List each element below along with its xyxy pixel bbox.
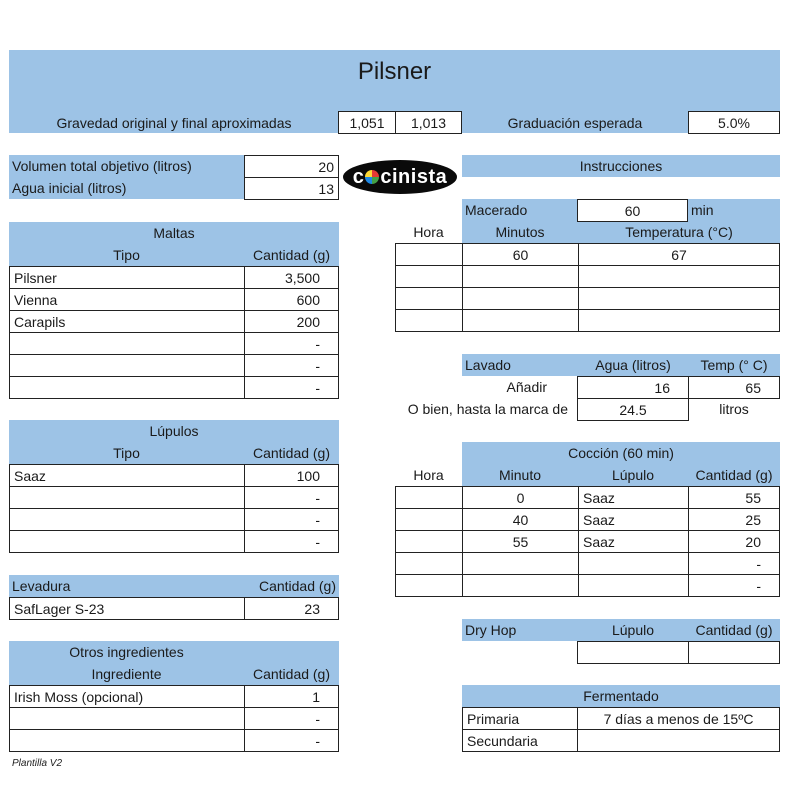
mash-row-temp[interactable]: 67 <box>578 243 780 266</box>
malts-row-type[interactable] <box>9 332 245 355</box>
initial-water-label: Agua inicial (litros) <box>12 180 127 196</box>
recipe-title: Pilsner <box>357 58 432 85</box>
dryhop-label: Dry Hop <box>465 622 517 638</box>
sparge-col-water: Agua (litros) <box>595 357 671 373</box>
cocinista-logo <box>343 160 457 194</box>
boil-row-min[interactable]: 55 <box>462 530 579 553</box>
abv-label: Graduación esperada <box>507 114 643 131</box>
yeast-row-qty[interactable]: 23 <box>244 597 339 620</box>
hops-row-type[interactable] <box>9 508 245 531</box>
hops-row-type[interactable]: Saaz <box>9 464 245 487</box>
dryhop-qty-field[interactable] <box>688 641 780 664</box>
mash-unit: min <box>691 202 714 218</box>
mash-row-min[interactable]: 60 <box>462 243 579 266</box>
sparge-label: Lavado <box>465 357 511 373</box>
malts-row-qty[interactable]: 3,500 <box>244 266 339 289</box>
gravity-label: Gravedad original y final aproximadas <box>56 114 292 131</box>
others-col-type: Ingrediente <box>91 666 162 682</box>
boil-row-qty[interactable]: 20 <box>688 530 780 553</box>
mash-row-min[interactable] <box>462 309 579 332</box>
malts-col-qty: Cantidad (g) <box>252 247 331 263</box>
yeast-col-type: Levadura <box>12 578 71 594</box>
total-volume-label: Volumen total objetivo (litros) <box>12 158 192 174</box>
others-row-qty[interactable]: - <box>244 729 339 752</box>
total-volume-field[interactable]: 20 <box>244 155 339 178</box>
malts-row-qty[interactable]: 200 <box>244 310 339 333</box>
mash-minutes-field[interactable]: 60 <box>577 199 688 222</box>
yeast-row-type[interactable]: SafLager S-23 <box>9 597 245 620</box>
abv-field[interactable]: 5.0% <box>688 111 780 134</box>
malts-title: Maltas <box>153 225 195 241</box>
hops-row-qty[interactable]: - <box>244 486 339 509</box>
boil-col-qty: Cantidad (g) <box>695 467 773 483</box>
mash-row-temp[interactable] <box>578 265 780 288</box>
malts-row-type[interactable]: Carapils <box>9 310 245 333</box>
malts-row-qty[interactable]: - <box>244 354 339 377</box>
logo-text-start: c <box>352 165 365 188</box>
boil-row-hora[interactable] <box>395 552 463 575</box>
initial-water-field[interactable]: 13 <box>244 177 339 200</box>
mash-row-temp[interactable] <box>578 287 780 310</box>
malts-col-type: Tipo <box>113 247 140 263</box>
boil-row-min[interactable]: 0 <box>462 486 579 509</box>
dryhop-col-hop: Lúpulo <box>611 622 655 638</box>
hops-row-type[interactable] <box>9 486 245 509</box>
boil-col-hora: Hora <box>413 467 444 483</box>
logo-text-end: cinista <box>380 165 448 188</box>
ferment-primary-label: Primaria <box>462 707 578 730</box>
others-row-type[interactable] <box>9 729 245 752</box>
hops-row-type[interactable] <box>9 530 245 553</box>
boil-row-qty[interactable]: 55 <box>688 486 780 509</box>
mash-col-min: Minutos <box>495 224 545 240</box>
sparge-mark-unit: litros <box>719 401 749 417</box>
hops-row-qty[interactable]: 100 <box>244 464 339 487</box>
others-row-type[interactable]: Irish Moss (opcional) <box>9 685 245 708</box>
sparge-mark-label: O bien, hasta la marca de <box>407 401 568 417</box>
mash-col-temp: Temperatura (°C) <box>625 224 733 240</box>
boil-row-hop[interactable]: Saaz <box>578 530 689 553</box>
ferment-secondary-label: Secundaria <box>462 729 578 752</box>
boil-row-hop[interactable] <box>578 574 689 597</box>
boil-row-min[interactable] <box>462 574 579 597</box>
boil-row-hop[interactable]: Saaz <box>578 508 689 531</box>
boil-row-qty[interactable]: - <box>688 552 780 575</box>
boil-row-hora[interactable] <box>395 530 463 553</box>
template-version: Plantilla V2 <box>12 758 63 769</box>
mash-row-hora[interactable] <box>395 243 463 266</box>
ferment-secondary-field[interactable] <box>577 729 780 752</box>
others-col-qty: Cantidad (g) <box>252 666 331 682</box>
boil-title: Cocción (60 min) <box>568 445 674 461</box>
sparge-col-temp: Temp (° C) <box>700 357 768 373</box>
mash-row-hora[interactable] <box>395 265 463 288</box>
hops-row-qty[interactable]: - <box>244 508 339 531</box>
mash-row-min[interactable] <box>462 287 579 310</box>
logo-globe-icon <box>365 170 379 184</box>
boil-col-hop: Lúpulo <box>611 467 655 483</box>
boil-row-hora[interactable] <box>395 486 463 509</box>
boil-row-hop[interactable] <box>578 552 689 575</box>
boil-row-qty[interactable]: 25 <box>688 508 780 531</box>
mash-col-hora: Hora <box>413 224 444 240</box>
boil-row-min[interactable] <box>462 552 579 575</box>
fg-field[interactable]: 1,013 <box>395 111 462 134</box>
hops-col-type: Tipo <box>113 445 140 461</box>
malts-row-type[interactable] <box>9 354 245 377</box>
malts-row-type[interactable]: Pilsner <box>9 266 245 289</box>
dryhop-hop-field[interactable] <box>577 641 689 664</box>
boil-row-hora[interactable] <box>395 508 463 531</box>
ferment-title: Fermentado <box>583 688 659 704</box>
hops-title: Lúpulos <box>149 423 199 439</box>
mash-label: Macerado <box>465 202 528 218</box>
hops-col-qty: Cantidad (g) <box>252 445 331 461</box>
hops-row-qty[interactable]: - <box>244 530 339 553</box>
sparge-add-temp-field[interactable]: 65 <box>688 376 780 399</box>
mash-row-hora[interactable] <box>395 309 463 332</box>
malts-row-qty[interactable]: - <box>244 376 339 399</box>
sparge-add-water-field[interactable]: 16 <box>577 376 689 399</box>
others-title: Otros ingredientes <box>69 644 184 660</box>
sparge-add-label: Añadir <box>506 379 547 395</box>
mash-row-temp[interactable] <box>578 309 780 332</box>
others-row-qty[interactable]: 1 <box>244 685 339 708</box>
others-row-type[interactable] <box>9 707 245 730</box>
mash-row-min[interactable] <box>462 265 579 288</box>
boil-row-min[interactable]: 40 <box>462 508 579 531</box>
malts-row-type[interactable]: Vienna <box>9 288 245 311</box>
malts-row-type[interactable] <box>9 376 245 399</box>
boil-col-min: Minuto <box>498 467 542 483</box>
instructions-title: Instrucciones <box>579 158 663 174</box>
boil-row-hora[interactable] <box>395 574 463 597</box>
mash-row-hora[interactable] <box>395 287 463 310</box>
dryhop-col-qty: Cantidad (g) <box>695 622 773 638</box>
boil-row-hop[interactable]: Saaz <box>578 486 689 509</box>
boil-row-qty[interactable]: - <box>688 574 780 597</box>
yeast-col-qty: Cantidad (g) <box>258 578 336 594</box>
sparge-mark-field[interactable]: 24.5 <box>577 398 689 421</box>
malts-row-qty[interactable]: - <box>244 332 339 355</box>
others-row-qty[interactable]: - <box>244 707 339 730</box>
malts-row-qty[interactable]: 600 <box>244 288 339 311</box>
og-field[interactable]: 1,051 <box>338 111 396 134</box>
ferment-primary-field[interactable]: 7 días a menos de 15ºC <box>577 707 780 730</box>
